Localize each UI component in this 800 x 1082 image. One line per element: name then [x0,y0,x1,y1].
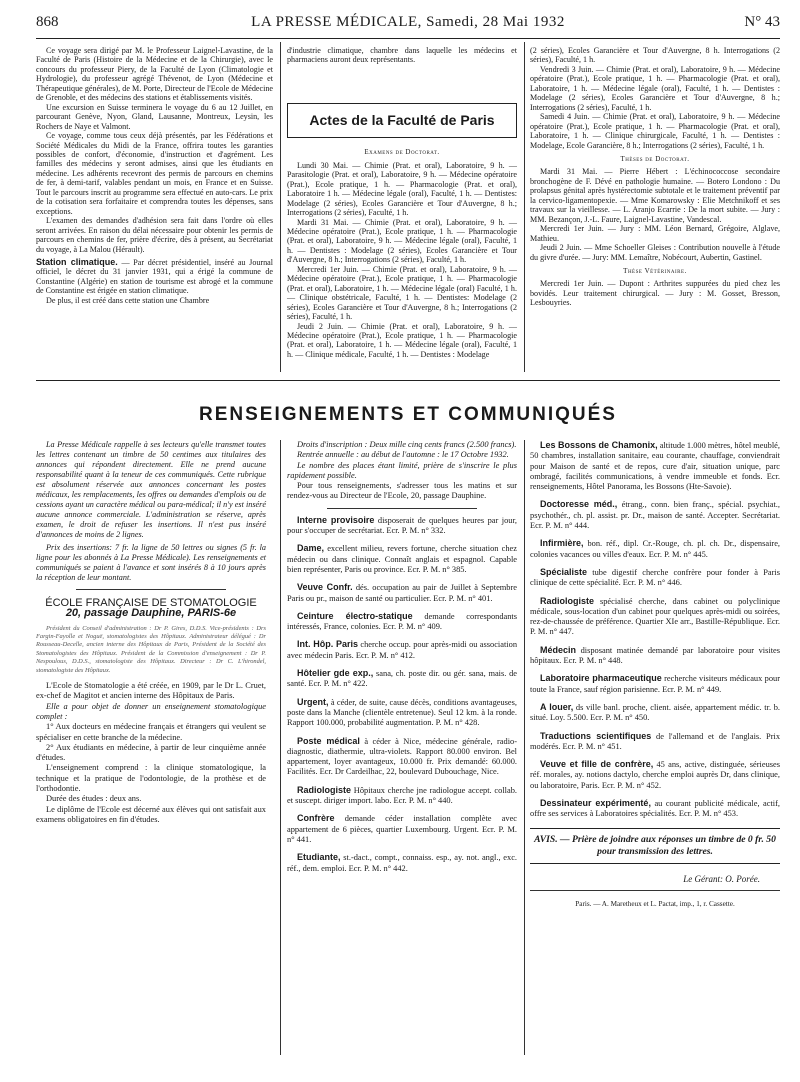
station-title: Station climatique. [36,256,118,267]
classified-ad-title: Les Bossons de Chamonix, [540,440,658,450]
classified-ad-title: A louer, [540,701,574,712]
classified-ad-title: Veuve et fille de confrère, [540,759,654,770]
column-divider [280,42,281,372]
exam-day-monday: Lundi 30 Mai. — Chimie (Prat. et oral), Laboratoire, 9 h. — Parasitologie (Prat. et oral), Laboratoire, 9 h. — Médecine opératoire (Prat.), Ecole pratique, 1 h. — Pharmacologie (Prat. et oral), Laboratoire 1 h. — Médecine légale (oral), Faculté, 1 h. — Dentistes: Modelage (2 séries), Ecoles Garancière et Tour d'Auvergne, 8 h.; Interrogations (2 séries), Faculté, 1 h. [287,160,517,218]
classified-ad-body: 45 ans, active, distinguée, sérieuses réf. morales, ay. notions dactylo, cherche emploi auprès Dr, dans clinique, ou laboratoire, Paris. Ecr. P. M. n° 452. [530,760,780,790]
classified-ad-body: sana, ch. poste dir. ou gér. sana, mais. de santé. Ecr. P. M. n° 422. [287,669,517,689]
page-number: 868 [36,14,59,30]
classified-ad-title: Traductions scientifiques [540,730,652,741]
column-divider [280,440,281,1055]
classified-ad [530,645,780,667]
classified-ad [530,440,780,492]
classified-ad-body: cherche occup. pour après-midi ou association avec médecin Paris. Ecr. P. M. n° 412. [287,640,518,660]
paragraph: (2 séries), Ecoles Garancière et Tour d'Auvergne, 8 h. Interrogations (2 séries), Faculté, 1 h. [530,46,780,65]
column-divider [524,440,525,1055]
classified-ad-body: excellent milieu, revers fortune, cherche situation chez médecin ou dans clinique. Connaît anglais et espagnol. Capable bien représenter, Paris ou province. Ecr. P. M. n° 385. [287,544,517,574]
classified-ad-body: tube digestif cherche confrère pour fonder à Paris clinique de cette spécialité. Ecr. P. M. n° 446. [530,567,780,588]
classified-ad [530,673,780,695]
top-column-3 [530,46,780,308]
classified-ad-title: Dessinateur expérimenté, [540,798,651,809]
classified-ad-body: dés. occupation au pair de Juillet à Septembre Paris ou pr., maison de santé ou particulier. Ecr. P. M. n° 401. [287,583,517,603]
exam-day-friday: Vendredi 3 Juin. — Chimie (Prat. et oral), Laboratoire, 9 h. — Médecine opératoire (Prat.), Ecole pratique, 1 h. — Pharmacologie (Prat. et oral), Laboratoire, 1 h. — Médecine légale (oral), Faculté, 1 h. — Dentistes : Modelage (2 séries), Ecoles Garancière et Tour d'Auvergne, 8 h.; Interrogations (2 séries), Faculté, 1 h. [530,64,780,112]
paragraph: Droits d'inscription : Deux mille cinq cents francs (2.500 francs). [297,440,517,449]
classified-ad [530,798,780,820]
classified-list [287,515,517,874]
paragraph: Une excursion en Suisse terminera le voyage du 6 au 12 Juillet, en parcourant Genève, Nyon, Gland, Lausanne, Montreux, Leysin, les Rochers de Naye et Valmont. [36,102,273,131]
column-divider [524,42,525,372]
paragraph: L'Ecole de Stomatologie a été créée, en 1909, par le Dr L. Cruet, ex-chef de Magitot et ancien interne des Hôpitaux de Paris. [36,681,266,701]
classified-ad [287,668,517,690]
classified-ad-title: Int. Hôp. Paris [297,639,359,650]
actes-title: Actes de la Faculté de Paris [287,103,517,138]
divider [76,589,226,590]
classified-ad [530,759,780,791]
classified-ad-body: disposant matinée demandé par laboratoire pour visites hôpitaux. Ecr. P. M. n° 448. [530,645,780,666]
paragraph: Le nombre des places étant limité, prière de s'inscrire le plus rapidement possible. [287,460,517,480]
intro-notice: La Presse Médicale rappelle à ses lecteurs qu'elle transmet toutes les lettres contenant un timbre de 50 centimes aux titulaires des annonces qui répondent directement. Elle ne prend aucune responsabilité quant à la teneur de ces communiqués. Cette rubrique est absolument réservée aux annonces concernant les postes médicaux, les remplacements, les offres ou demandes d'emplois ou de cessions ayant un caractère médical ou para-médical; il n'y est inséré aucune annonce commerciale. L'administration se réserve, après examen, le droit de refuser les insertions. Il n'est pus inséré d'annonces de moins de 2 lignes. [36,440,266,539]
bottom-column-3 [530,440,780,909]
section-title: RENSEIGNEMENTS ET COMMUNIQUÉS [199,404,617,425]
divider [327,508,477,509]
classified-ad-title: Urgent, [297,696,329,707]
classified-ad [287,515,517,537]
classified-ad-body: à céder, de suite, cause décès, conditions avantageuses, poste dans la Manche (clientèle entretenue). Seul 12 km. à la ronde. Rapport 100.000, probabilité augmentation. P. M. n° 428. [287,697,517,728]
classified-ad-body: disposerait de quelques heures par jour, pour s'occuper de secrétariat. Ecr. P. M. n° 332. [287,515,518,536]
classified-list [530,440,780,820]
classified-ad-title: Dame, [297,543,325,554]
classified-ad [287,736,517,778]
paragraph: 2° Aux étudiants en médecine, à partir de leur cinquième année d'études. [36,742,266,763]
classified-ad-title: Laboratoire pharmaceutique [540,673,662,684]
paragraph: L'enseignement comprend : la clinique stomatologique, la technique et la pratique de l'odontologie, de la prothèse et de l'orthodontie. [36,763,266,793]
classified-ad-body: demande céder installation complète avec appartement de 6 pièces, quartier Luxembourg. Urgent. Ecr. P. M. n° 441. [287,814,518,844]
paragraph: De plus, il est créé dans cette station une Chambre [46,295,210,305]
paragraph: L'examen des demandes d'adhésion sera fait dans l'ordre où elles seront arrivées. En raison du délai nécessaire pour obtenir les permis de parcours en chemins de fer, prière d'écrire, dès à présent, au Secrétariat du voyage, à La Malou (Hérault). [36,216,273,254]
school-address: 20, passage Dauphine, PARIS-6e [65,607,237,620]
paragraph: Ce voyage sera dirigé par M. le Professeur Laignel-Lavastine, de la Faculté de Paris (Histoire de la Médecine et de la Chirurgie), avec le concours du professeur Piery, de la Faculté de Lyon (Climatologie et Hydrologie), du professeur agrégé Thévenot, de Lyon (Médecine et Thérapeutique générales), de M. Porte, Directeur de l'Ecole de Médecine de Grenoble, et des médecins des stations et établissements visités. [36,46,273,103]
classified-ad-title: Infirmière, [540,538,584,549]
classified-ad-title: Radiologiste [540,595,595,606]
classified-ad-title: Doctoresse méd., [540,499,618,510]
classified-ad [287,813,517,845]
top-section [36,42,780,372]
exam-day-thursday: Jeudi 2 Juin. — Chimie (Prat. et oral), Laboratoire, 9 h. — Médecine opératoire (Prat.), Ecole pratique, 1 h. — Pharmacologie (Prat. et oral), Laboratoire, 1 h. — Médecine légale (oral), Faculté, 1 h. — Clinique médicale, Faculté, 1 h. — Dentistes : Modelage [287,321,517,359]
manager-signature: Le Gérant: O. Porée. [683,873,760,884]
classified-ad [530,596,780,638]
classified-ad [287,785,517,807]
classified-ad [287,543,517,575]
classified-ad-body: de l'allemand et de l'anglais. Prix modérés. Ecr. P. M. n° 451. [530,731,781,751]
classified-ad [287,639,517,661]
exam-day-wednesday: Mercredi 1er Juin. — Chimie (Prat. et oral), Laboratoire, 9 h. — Médecine opératoire (Prat.), Ecole pratique, 1 h. — Pharmacologie (Prat. et oral), Laboratoire, 1 h. — Médecine légale (oral) Faculté, 1 h. — Clinique obstétricale, Faculté, 1 h. — Dentistes: Modelage (2 séries), Ecoles Garancière et Tour d'Auvergne, 8 h.; Interrogations (2 séries), Faculté, 1 h. [287,264,517,322]
classified-ad-title: Etudiante, [297,852,341,863]
notice-box: AVIS. — Prière de joindre aux réponses un timbre de 0 fr. 50 pour transmission des lettres. [530,828,780,864]
paragraph [36,258,273,296]
classified-ad-title: Médecin [540,644,577,655]
classified-ad-body: spécialisé cherche, dans cabinet ou polyclinique médicale, sous-location d'un cabinet pour quelques après-midi ou soirées, rez-de-chaussée de préférence. Quartier XIe arr., Bastille-République. Ecr. P. M. n° 447. [530,596,780,637]
exam-heading: Examens de Doctorat. [364,148,440,157]
bottom-column-1 [36,440,266,825]
station-text: — Par décret présidentiel, inséré au Journal officiel, le décret du 31 janvier 1931, qui a érigé la commune de Constantine (Algérie) en station de tourisme est abrogé et la commune de Constantine est érigée en station climatique. [36,257,274,296]
issue-number: N° 43 [744,14,780,30]
exam-day-saturday: Samedi 4 Juin. — Chimie (Prat. et oral), Laboratoire, 9 h. — Médecine opératoire (Prat.), Ecole pratique, 1 h. — Pharmacologie (Prat. et oral), Laboratoire, 1 h. — Clinique chirurgicale, Faculté, 1 h. — Dentistes : Modelage, Ecole Garancière, 8 h.; Interrogations (2 séries), Faculté, 1 h. [530,112,780,150]
classified-ad-title: Hôtelier gde exp., [297,668,374,679]
header-rule [36,38,780,39]
bottom-column-2 [287,440,517,881]
school-board: Président du Conseil d'administration : Dr P. Gires, D.D.S. Vice-présidents : Drs Fargin-Fayolle et Noguë, stomatologistes des Hôpitaux. Administrateur délégué : Dr Rousseau-Decelle, ancien interne des Hôpitaux de Paris, Président de la Société des Stomatologistes des Hôpitaux. Président de la Commission d'enseignement : Dr P. Nespoulous, D.D.S., stomatologiste des Hôpitaux. Directeur : Dr C. L'hirondel, stomatologiste des Hôpitaux. [36,624,266,674]
theses-wednesday: Mercredi 1er Juin. — Jury : MM. Léon Bernard, Grégoire, Alglave, Mathieu. [530,224,780,243]
paragraph: Le diplôme de l'Ecole est décerné aux élèves qui ont satisfait aux examens obligatoires en fin d'études. [36,804,266,824]
veterinary-thesis: Mercredi 1er Juin. — Dupont : Arthrites suppurées du pied chez les bovidés. Leur traitement chirurgical. — Jury : M. Gosset, Bresson, Lesbouyries. [530,279,780,308]
classified-ad-body: étrang., conn. bien franç., spécial. psychiat., psychothér., ch. pl. assist. pr. Dr., maison de santé. Accepter. Secrétariat. Ecr. P. M. n° 444. [530,500,780,531]
paragraph: Elle a pour objet de donner un enseignement stomatologique complet : [36,701,266,721]
paragraph: Durée des études : deux ans. [46,794,142,804]
exam-day-tuesday: Mardi 31 Mai. — Chimie (Prat. et oral), Laboratoire, 9 h. — Médecine opératoire (Prat.), Ecole pratique, 1 h. — Pharmacologie (Prat. et oral), Laboratoire, 9 h. — Médecine légale (oral), Faculté, 1 h. — Dentistes : Modelage (2 séries), Ecoles Garancière et Tour d'Auvergne, 8 h.; Interrogations (2 séries), Faculté, 1 h. [287,217,517,265]
classified-ad-body: à céder à Nice, médecine générale, radio-diagnostic, diathermie, ultra-violets. Rapport 80.000 environ. Bel appartement, loyer avantageux, 10.000 fr. Prix demandé: 60.000. Facilités. Ecr. Dr Cardeilhac, 22, boulevard Dubouchage, Nice. [287,736,518,777]
classified-ad-body: st.-dact., compt., connaiss. esp., ay. not. angl., exc. réf., dem. emploi. Ecr. P. M. n° 442. [287,853,518,873]
journal-title: LA PRESSE MÉDICALE, Samedi, 28 Mai 1932 [251,14,565,30]
classified-ad-title: Confrère [297,813,335,824]
classified-ad-body: Hôpitaux cherche jne radiologue accept. collab. et suscept. diriger import. labo. Ecr. P. M. n° 440. [287,785,517,806]
paragraph: d'industrie climatique, chambre dans laquelle les médecins et pharmaciens auront deux représentants. [287,46,517,65]
theses-thursday: Jeudi 2 Juin. — Mme Schoeller Gleises : Contribution nouvelle à l'étude du givre d'urée. — Jury: MM. Lemaître, Nobécourt, Aubertin, Gastinel. [530,243,780,262]
school-title: ÉCOLE FRANÇAISE DE STOMATOLOGIE [45,597,257,609]
paragraph: Pour tous renseignements, s'adresser tous les matins et sur rendez-vous au Directeur de l'Ecole, 20, passage Dauphine. [287,481,517,501]
classified-ad [530,567,780,589]
classified-ad [287,852,517,874]
divider [530,890,780,891]
classified-ad-body: au courant publicité médicale, actif, offre ses services à Laboratoires spécialités. Ecr. P. M. n° 453. [530,799,781,819]
classified-ad [287,697,517,729]
paragraph: Rentrée annuelle : au début de l'automne : le 17 Octobre 1932. [297,450,509,460]
page-header [36,14,780,38]
classified-ad [530,731,780,753]
classified-ad [530,499,780,531]
top-column-2 [287,46,517,359]
paragraph: 1° Aux docteurs en médecine français et étrangers qui veulent se spécialiser en cette branche de la médecine. [36,722,266,742]
paragraph: Ce voyage, comme tous ceux déjà présentés, par les Fédérations et Société Médicales du Midi de la France, offrira toutes les garanties possibles de confort, d'économie, d'instruction et d'agrément. Les familles des médecins y seront admises, ainsi que les étudiants en médecine. Les adhérents recevront des permis de parcours en chemins de fer, à demi-tarif, valables pendant un mois, en France et en Suisse. Tout le parcours inscrit au programme sera effectué en auto-cars. Le prix de la cotisation sera forfaitaire et comprendra toutes les dépenses, sans exceptions. [36,131,273,216]
classified-ad [287,582,517,604]
printer-line: Paris. — A. Maretheux et L. Pactat, imp., 1, r. Cassette. [575,899,735,908]
classified-ad [530,538,780,560]
classified-ad-body: bon. réf., dipl. Cr.-Rouge, ch. pl. ch. Dr., dispensaire, colonies vacances ou villes d'eaux. Ecr. P. M. n° 445. [530,539,781,559]
classified-ad [287,611,517,633]
classified-ad-body: demande correspondants intéressés, France, colonies. Ecr. P. M. n° 409. [287,611,517,632]
pricing-notice: Prix des insertions: 7 fr. la ligne de 50 lettres ou signes (5 fr. la ligne pour les abonnés à La Presse Médicale). Les renseignements et communiqués se paient à l'avance et sont insérés 8 à 10 jours après la réception de leur montant. [36,543,266,582]
classified-ad-title: Interne provisoire [297,514,375,525]
bottom-section [36,440,780,1060]
classified-ad [530,702,780,724]
classified-ad-title: Ceinture électro-statique [297,610,413,621]
section-rule [36,380,780,381]
classified-ad-title: Radiologiste [297,784,352,795]
classified-ad-title: Veuve Confr. [297,582,353,593]
top-column-1 [36,46,273,305]
veterinary-heading: Thèse Vétérinaire. [623,266,687,275]
classified-ad-title: Spécialiste [540,566,588,577]
classified-ad-body: ds ville banl. proche, client. aisée, appartement médic. tr. b. situé. Loy. 5.500. Ecr. P. M. n° 450. [530,702,780,723]
classified-ad-title: Poste médical [297,735,360,746]
classified-ad-body: recherche visiteurs médicaux pour toute la France, sauf région parisienne. Ecr. P. M. n° 449. [530,674,781,694]
classified-ad-body: altitude 1.000 mètres, hôtel meublé, 50 chambres, installation sanitaire, eau courante, chauffage, conviendrait pour Maison de santé et de repos, cure d'air, situation unique, parc ombragé, facilités communications, à vendre immeuble et fonds. Ecr. renseignements, Hôtel Panorama, les Bossons (Hte-Savoie). [530,441,780,492]
theses-tuesday: Mardi 31 Mai. — Pierre Hébert : L'échinococcose secondaire bronchogène de F. Dévé en pathologie humaine. — Botero Londono : Du prolapsus génital après hystérectomie subtotale et le traitement préventif par la cervico-ligamentopexie. — Mme Komarowsky : Elie Metchnikoff et ses travaux sur la vieillesse. — L. Aranjo Ecarrie : De la mort subite. — Jury : MM. Bezançon, J.-L. Faure, Laignel-Lavastine, Vandescal. [530,167,780,224]
theses-heading: Thèses de Doctorat. [620,154,690,163]
